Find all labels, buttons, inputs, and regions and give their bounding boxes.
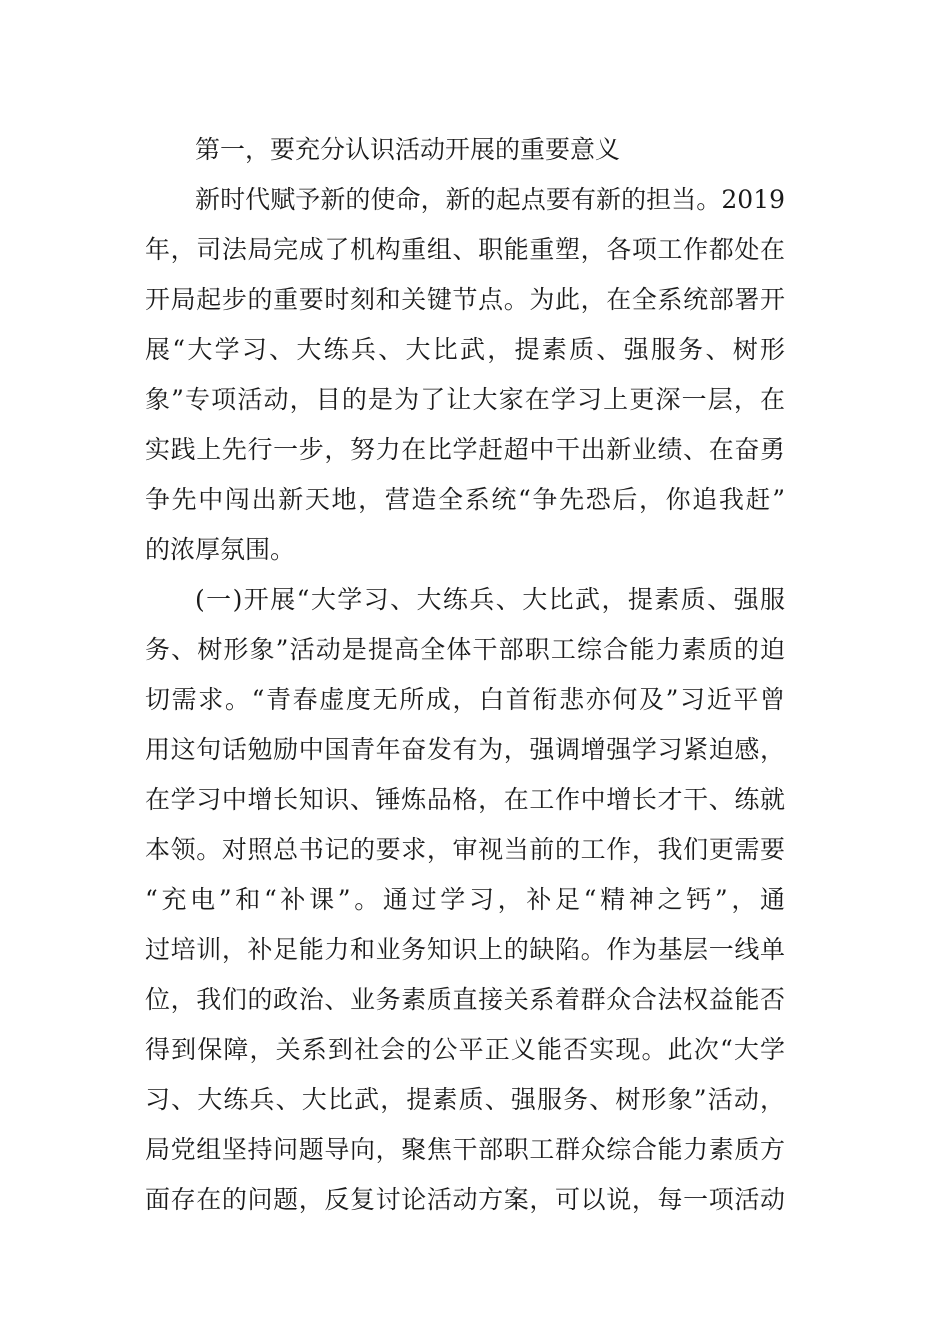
paragraph-line: 开局起步的重要时刻和关键节点。为此，在全系统部署开 [145, 285, 785, 314]
paragraph-line: 在学习中增长知识、锤炼品格，在工作中增长才干、练就 [145, 785, 785, 814]
paragraph-line: 用这句话勉励中国青年奋发有为，强调增强学习紧迫感， [145, 735, 785, 764]
paragraph-line: 过培训，补足能力和业务知识上的缺陷。作为基层一线单 [145, 935, 785, 964]
paragraph-line: 象”专项活动，目的是为了让大家在学习上更深一层，在 [145, 385, 785, 414]
paragraph-line: 年，司法局完成了机构重组、职能重塑，各项工作都处在 [145, 235, 785, 264]
paragraph-line: 位，我们的政治、业务素质直接关系着群众合法权益能否 [145, 985, 785, 1014]
section-heading: 第一，要充分认识活动开展的重要意义 [195, 135, 621, 164]
paragraph-line: 局党组坚持问题导向，聚焦干部职工群众综合能力素质方 [145, 1135, 785, 1164]
paragraph-line: (一)开展“大学习、大练兵、大比武，提素质、强服 [195, 585, 785, 614]
paragraph-line: 习、大练兵、大比武，提素质、强服务、树形象”活动， [145, 1085, 785, 1114]
paragraph-line: “充电”和“补课”。通过学习，补足“精神之钙”，通 [145, 885, 785, 914]
paragraph-line: 切需求。“青春虚度无所成，白首衔悲亦何及”习近平曾 [145, 685, 785, 714]
paragraph-line: 新时代赋予新的使命，新的起点要有新的担当。2019 [195, 185, 785, 214]
paragraph-line: 务、树形象”活动是提高全体干部职工综合能力素质的迫 [145, 635, 785, 664]
paragraph-line: 得到保障，关系到社会的公平正义能否实现。此次“大学 [145, 1035, 785, 1064]
paragraph-line: 实践上先行一步，努力在比学赶超中干出新业绩、在奋勇 [145, 435, 785, 464]
paragraph-line: 展“大学习、大练兵、大比武，提素质、强服务、树形 [145, 335, 785, 364]
paragraph-line: 面存在的问题，反复讨论活动方案，可以说，每一项活动 [145, 1185, 785, 1214]
paragraph-line: 本领。对照总书记的要求，审视当前的工作，我们更需要 [145, 835, 785, 864]
paragraph-line: 的浓厚氛围。 [145, 535, 296, 564]
paragraph-line: 争先中闯出新天地，营造全系统“争先恐后，你追我赶” [145, 485, 785, 514]
